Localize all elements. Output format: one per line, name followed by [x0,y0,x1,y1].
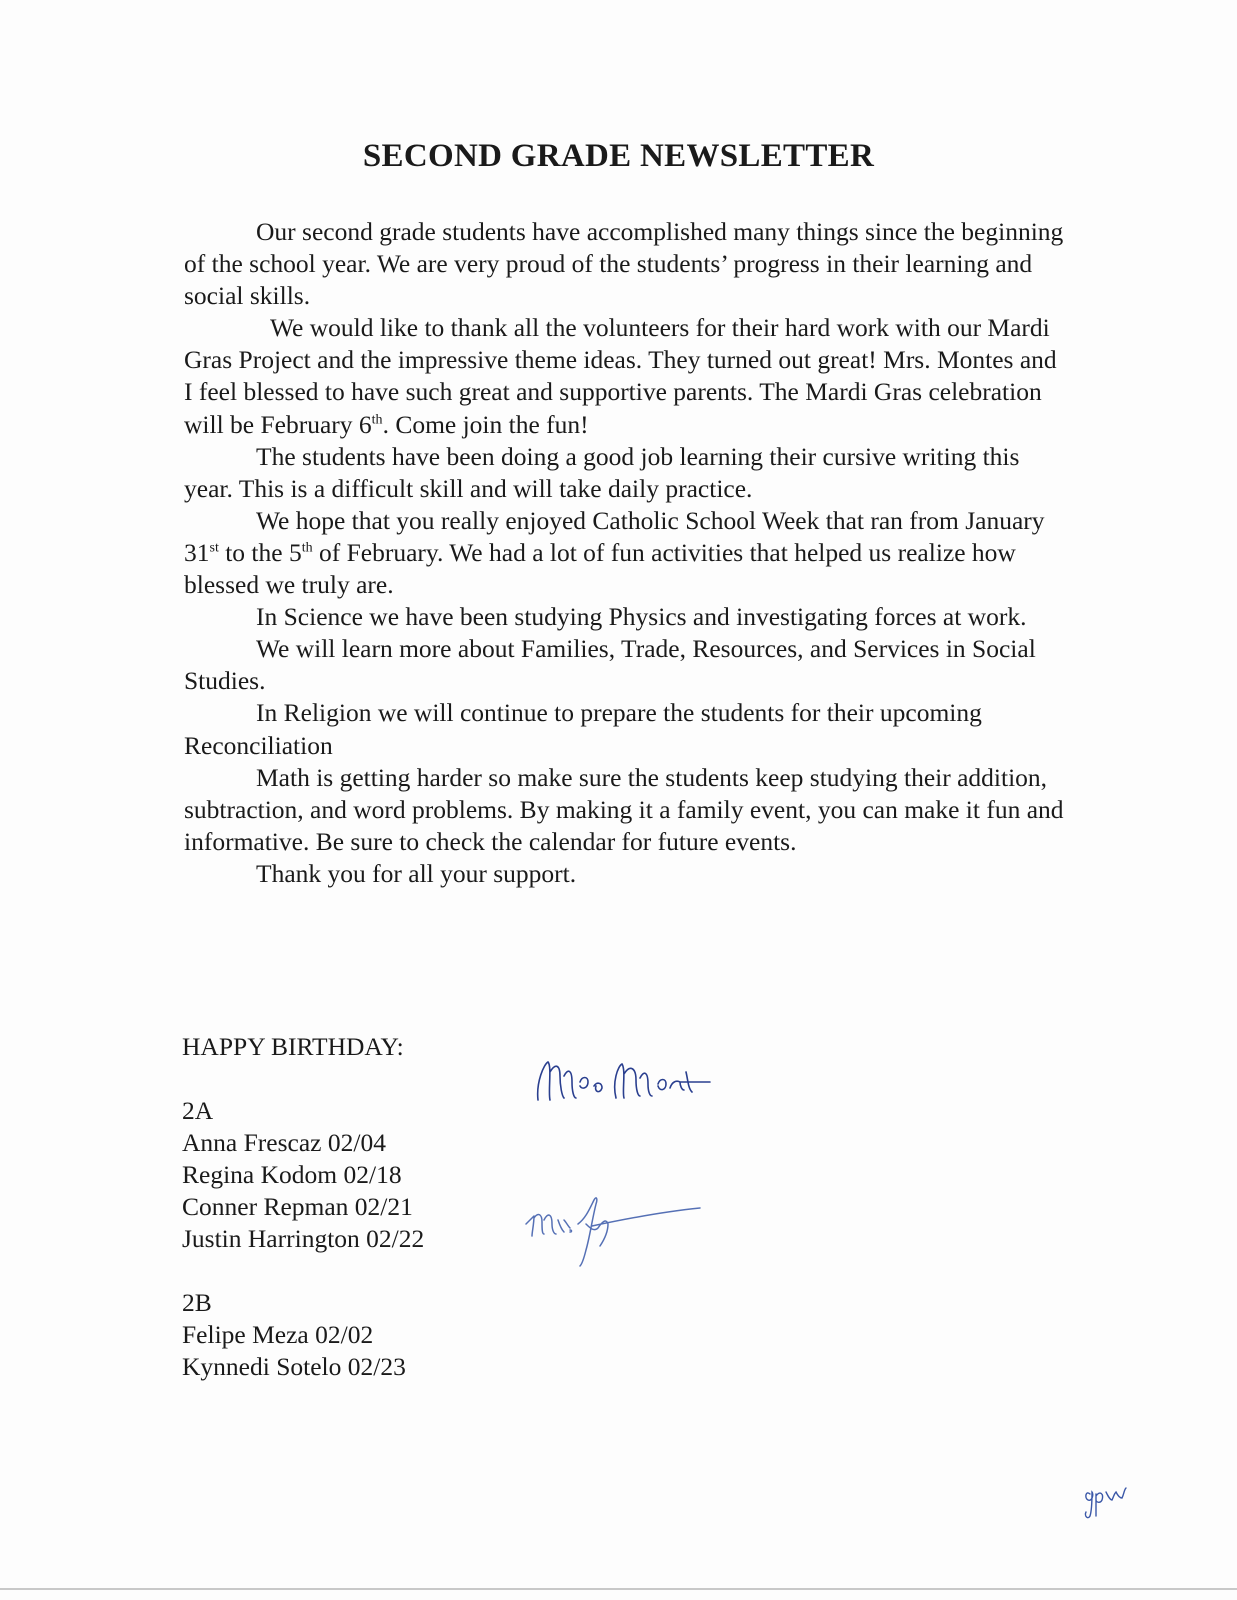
paragraph: The students have been doing a good job learning their cursive writing this year. This is a difficult skill and will take daily practice. [184,441,1020,503]
class-name: 2A [182,1096,214,1125]
teacher-signature-1 [530,1052,730,1112]
initials-mark [1082,1480,1130,1520]
birthday-class-2a [182,1095,424,1255]
birthday-class-list [182,1095,424,1383]
teacher-signature-2 [520,1190,720,1270]
paragraph: Our second grade students have accomplished many things since the beginning of the school year. We are very proud of the students’ progress in their learning and social skills. [184,217,1064,311]
birthday-entry: Regina Kodom 02/18 [182,1160,402,1189]
birthday-section [182,1031,424,1415]
paragraph: In Science we have been studying Physics and investigating forces at work. [256,602,1027,632]
birthday-entry: Felipe Meza 02/02 [182,1320,374,1349]
birthday-entry: Conner Repman 02/21 [182,1192,413,1221]
birthday-heading: HAPPY BIRTHDAY: [182,1032,404,1061]
paragraph: We will learn more about Families, Trade, Resources, and Services in Social Studies. [184,634,1036,696]
scan-edge-line [0,1588,1237,1590]
paragraph: Thank you for all your support. [256,858,577,888]
page-title: SECOND GRADE NEWSLETTER [362,138,875,174]
birthday-class-2b [182,1287,424,1383]
paragraph: In Religion we will continue to prepare the students for their upcoming Reconciliation [184,698,982,760]
birthday-entry: Justin Harrington 02/22 [182,1224,425,1253]
paragraph: Math is getting harder so make sure the students keep studying their addition, subtraction, and word problems. By making it a family event, you can make it fun and informative. Be sure to check the calendar for future events. [184,762,1064,856]
class-name: 2B [182,1288,212,1317]
paragraph: We hope that you really enjoyed Catholic School Week that ran from January 31st to the 5th of February. We had a lot of fun activities that helped us realize how blessed we truly are. [184,505,1045,600]
paragraph: We would like to thank all the volunteers for their hard work with our Mardi Gras Project and the impressive theme ideas. They turned out great! Mrs. Montes and I feel blessed to have such great and supportive parents. The Mardi Gras celebration will be February 6th. Come join the fun! [184,313,1057,439]
newsletter-body [184,216,1064,890]
birthday-entry: Kynnedi Sotelo 02/23 [182,1352,406,1381]
birthday-entry: Anna Frescaz 02/04 [182,1128,386,1157]
